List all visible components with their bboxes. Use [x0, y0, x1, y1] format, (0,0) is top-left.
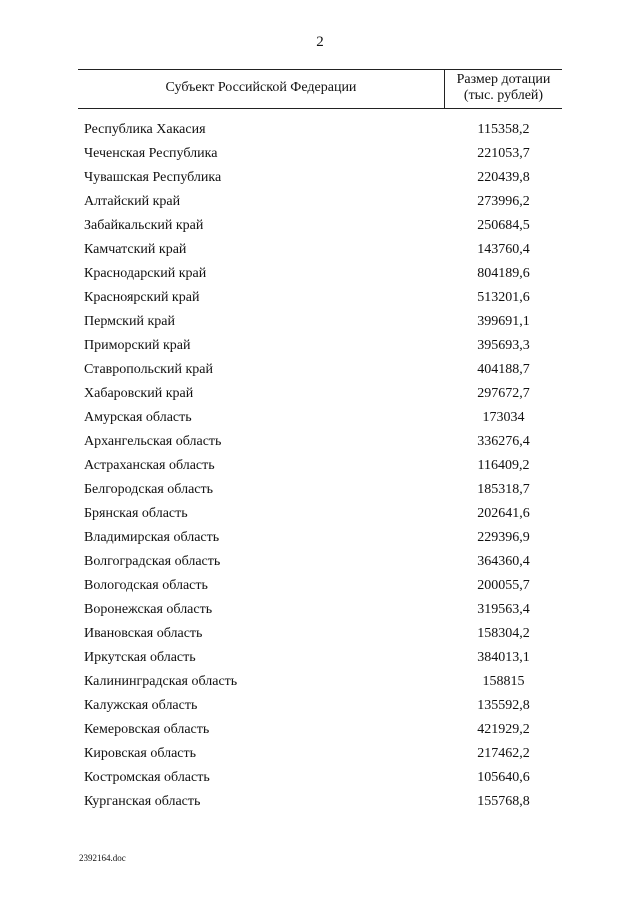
subject-name: Брянская область [84, 506, 188, 521]
subsidy-amount: 185318,7 [477, 482, 530, 497]
table-row [0, 696, 640, 720]
subject-name: Чеченская Республика [84, 146, 218, 161]
table-row [0, 648, 640, 672]
subject-name: Камчатский край [84, 242, 187, 257]
table-row [0, 744, 640, 768]
subsidy-amount: 250684,5 [477, 218, 530, 233]
table-row [0, 576, 640, 600]
table-row [0, 768, 640, 792]
subject-name: Алтайский край [84, 194, 181, 209]
subsidy-amount: 202641,6 [477, 506, 530, 521]
subject-name: Ставропольский край [84, 362, 213, 377]
subject-name: Приморский край [84, 338, 191, 353]
subject-name: Кемеровская область [84, 722, 210, 737]
table-row [0, 792, 640, 816]
subsidy-amount: 143760,4 [477, 242, 530, 257]
subsidy-amount: 395693,3 [477, 338, 530, 353]
table-row [0, 480, 640, 504]
subject-name: Краснодарский край [84, 266, 207, 281]
subject-name: Астраханская область [84, 458, 215, 473]
table-row [0, 600, 640, 624]
subsidy-amount: 217462,2 [477, 746, 530, 761]
subsidy-amount: 115358,2 [477, 122, 530, 137]
subject-name: Кировская область [84, 746, 197, 761]
header-amount-line2: (тыс. рублей) [463, 88, 544, 103]
subject-name: Иркутская область [84, 650, 196, 665]
table-row [0, 144, 640, 168]
table-row [0, 384, 640, 408]
table-row [0, 456, 640, 480]
subject-name: Владимирская область [84, 530, 220, 545]
subject-name: Красноярский край [84, 290, 200, 305]
subject-name: Хабаровский край [84, 386, 194, 401]
page-number: 2 [316, 34, 324, 50]
table-body [0, 120, 640, 816]
subject-name: Калужская область [84, 698, 198, 713]
footer-doc-name: 2392164.doc [79, 853, 126, 863]
table-row [0, 192, 640, 216]
subject-name: Калининградская область [84, 674, 238, 689]
table-row [0, 120, 640, 144]
table-row [0, 504, 640, 528]
table-row [0, 720, 640, 744]
table-row [0, 216, 640, 240]
subsidy-amount: 384013,1 [477, 650, 530, 665]
table-row [0, 672, 640, 696]
subsidy-amount: 399691,1 [477, 314, 530, 329]
subject-name: Амурская область [84, 410, 192, 425]
subsidy-amount: 364360,4 [477, 554, 530, 569]
subsidy-amount: 200055,7 [477, 578, 530, 593]
subject-name: Пермский край [84, 314, 175, 329]
subsidy-amount: 421929,2 [477, 722, 530, 737]
table-row [0, 408, 640, 432]
subject-name: Забайкальский край [84, 218, 204, 233]
table-row [0, 312, 640, 336]
subsidy-amount: 173034 [482, 410, 525, 425]
subsidy-amount: 221053,7 [477, 146, 530, 161]
table-row [0, 240, 640, 264]
table-row [0, 288, 640, 312]
subsidy-amount: 804189,6 [477, 266, 530, 281]
subject-name: Волгоградская область [84, 554, 221, 569]
subsidy-amount: 135592,8 [477, 698, 530, 713]
header-subject: Субъект Российской Федерации [165, 80, 357, 95]
subsidy-amount: 319563,4 [477, 602, 530, 617]
subject-name: Воронежская область [84, 602, 213, 617]
subsidy-amount: 155768,8 [477, 794, 530, 809]
subsidy-amount: 297672,7 [477, 386, 530, 401]
subsidy-amount: 336276,4 [477, 434, 530, 449]
subject-name: Белгородская область [84, 482, 214, 497]
table-row [0, 264, 640, 288]
subject-name: Вологодская область [84, 578, 208, 593]
subject-name: Курганская область [84, 794, 201, 809]
subject-name: Ивановская область [84, 626, 203, 641]
table-row [0, 168, 640, 192]
subsidy-amount: 404188,7 [477, 362, 530, 377]
subject-name: Костромская область [84, 770, 210, 785]
subsidy-amount: 220439,8 [477, 170, 530, 185]
subsidy-amount: 105640,6 [477, 770, 530, 785]
subsidy-amount: 273996,2 [477, 194, 530, 209]
header-amount [445, 72, 562, 104]
subsidy-amount: 513201,6 [477, 290, 530, 305]
header-amount-line1: Размер дотации [456, 72, 551, 87]
subsidy-amount: 229396,9 [477, 530, 530, 545]
subsidy-amount: 158815 [482, 674, 525, 689]
subsidy-amount: 158304,2 [477, 626, 530, 641]
table-header [78, 69, 562, 109]
table-row [0, 432, 640, 456]
table-row [0, 360, 640, 384]
table-row [0, 336, 640, 360]
table-row [0, 552, 640, 576]
subject-name: Чувашская Республика [84, 170, 222, 185]
table-row [0, 528, 640, 552]
subject-name: Архангельская область [84, 434, 222, 449]
table-row [0, 624, 640, 648]
subject-name: Республика Хакасия [84, 122, 206, 137]
subsidy-amount: 116409,2 [477, 458, 530, 473]
